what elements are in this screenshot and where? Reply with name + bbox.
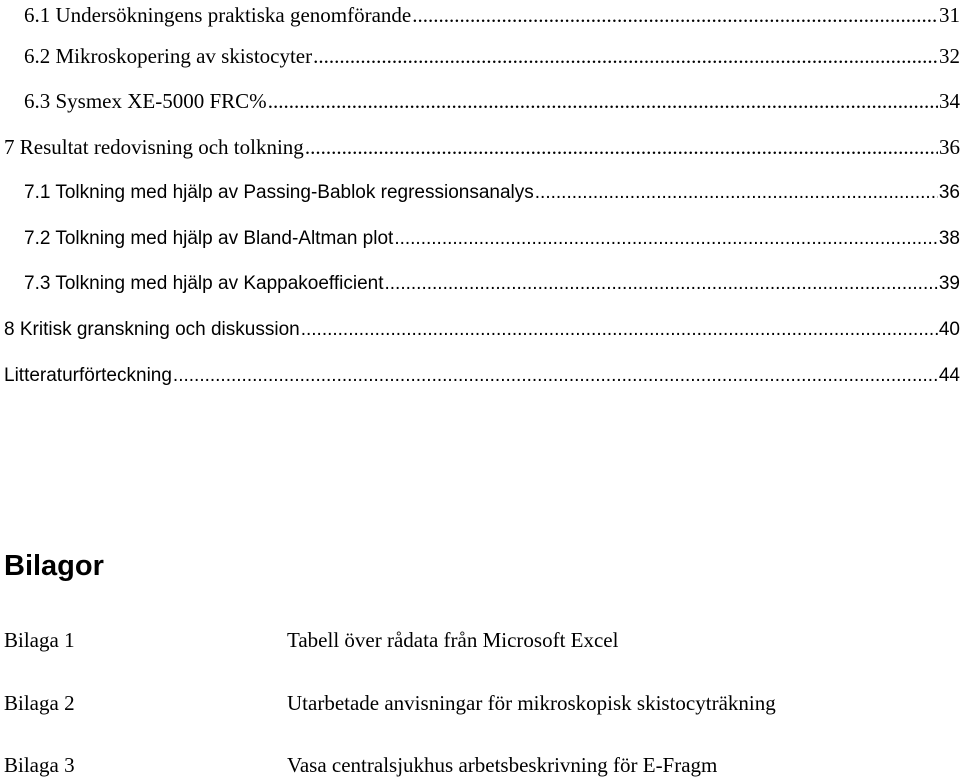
- toc-dot-leader: [313, 41, 938, 71]
- toc-entry-label: 7.3 Tolkning med hjälp av Kappakoefficient: [24, 273, 384, 294]
- toc-entry-label: Litteraturförteckning: [4, 365, 172, 386]
- toc-entry-page: 32: [939, 44, 960, 68]
- toc-entry[interactable]: [24, 41, 960, 71]
- appendix-item: [4, 688, 944, 718]
- toc-entry-page: 39: [938, 273, 960, 294]
- toc-entry-label: 6.3 Sysmex XE-5000 FRC%: [24, 89, 267, 113]
- toc-dot-leader: [394, 224, 938, 254]
- toc-entry-page: 34: [939, 89, 960, 113]
- toc-entry-label: 8 Kritisk granskning och diskussion: [4, 319, 300, 340]
- toc-dot-leader: [173, 361, 938, 391]
- toc-entry[interactable]: [24, 0, 960, 30]
- appendix-heading: Bilagor: [4, 550, 104, 582]
- toc-entry-page: 38: [938, 228, 960, 249]
- appendix-item-title: Tabell över rådata från Microsoft Excel: [287, 628, 619, 652]
- toc-entry-label: 6.1 Undersökningens praktiska genomförande: [24, 3, 412, 27]
- appendix-item-title: Utarbetade anvisningar för mikroskopisk skistocyträkning: [287, 691, 776, 715]
- toc-entry[interactable]: [4, 361, 960, 391]
- toc-dot-leader: [268, 86, 938, 116]
- toc-entry[interactable]: [24, 224, 960, 254]
- toc-entry-label: 7.2 Tolkning med hjälp av Bland-Altman plot: [24, 228, 394, 249]
- appendix-item-label: Bilaga 2: [4, 691, 75, 715]
- toc-dot-leader: [301, 315, 938, 345]
- appendix-item-label: Bilaga 3: [4, 753, 75, 777]
- toc-entry-label: 7 Resultat redovisning och tolkning: [4, 135, 304, 159]
- toc-entry-page: 44: [938, 365, 960, 386]
- toc-entry-page: 31: [939, 3, 960, 27]
- toc-entry[interactable]: [24, 86, 960, 116]
- toc-entry-label: 7.1 Tolkning med hjälp av Passing-Bablok regressionsanalys: [24, 182, 534, 203]
- toc-entry[interactable]: [4, 315, 960, 345]
- appendix-item: [4, 750, 944, 780]
- toc-entry-label: 6.2 Mikroskopering av skistocyter: [24, 44, 313, 68]
- toc-dot-leader: [305, 132, 938, 162]
- toc-dot-leader: [412, 0, 938, 30]
- toc-entry-page: 36: [939, 135, 960, 159]
- toc-entry[interactable]: [24, 178, 960, 208]
- appendix-item-title: Vasa centralsjukhus arbetsbeskrivning för E-Fragm: [287, 753, 718, 777]
- toc-entry-page: 40: [938, 319, 960, 340]
- toc-entry-page: 36: [938, 182, 960, 203]
- toc-dot-leader: [385, 269, 938, 299]
- toc-dot-leader: [535, 178, 938, 208]
- toc-entry[interactable]: [4, 132, 960, 162]
- appendix-item-label: Bilaga 1: [4, 628, 75, 652]
- toc-entry[interactable]: [24, 269, 960, 299]
- appendix-item: [4, 625, 944, 655]
